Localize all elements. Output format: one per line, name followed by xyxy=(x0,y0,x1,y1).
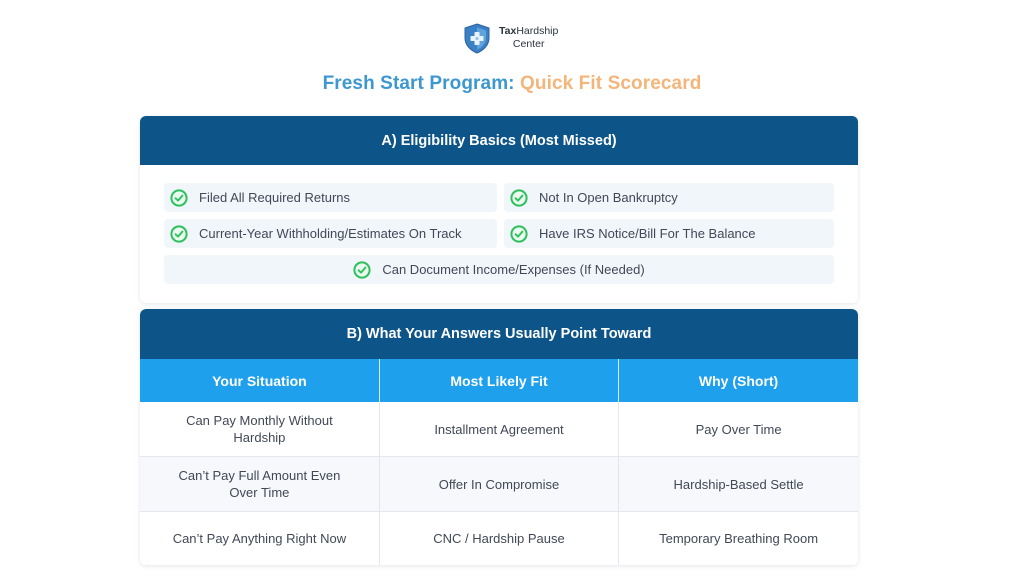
checklist-item-label: Current-Year Withholding/Estimates On Track xyxy=(199,226,462,241)
checklist-item-label: Have IRS Notice/Bill For The Balance xyxy=(539,226,756,241)
fit-table xyxy=(140,359,858,565)
table-cell: Can Pay Monthly Without Hardship xyxy=(140,402,379,457)
table-cell: Temporary Breathing Room xyxy=(619,512,858,566)
checklist-item-label: Filed All Required Returns xyxy=(199,190,351,205)
fit-card xyxy=(140,309,858,565)
checklist-item xyxy=(164,255,834,284)
brand-name: TaxHardship Center xyxy=(499,25,559,50)
table-row xyxy=(140,512,858,566)
table-header-row xyxy=(140,359,858,402)
checklist-item-label: Can Document Income/Expenses (If Needed) xyxy=(382,262,645,277)
table-cell: Can’t Pay Full Amount Even Over Time xyxy=(140,457,379,512)
page-title-part2: Quick Fit Scorecard xyxy=(520,73,702,94)
checklist-item xyxy=(164,219,497,248)
table-cell: CNC / Hardship Pause xyxy=(379,512,618,566)
column-header-situation: Your Situation xyxy=(140,359,379,402)
check-circle-icon xyxy=(510,189,528,207)
checklist-item xyxy=(504,183,834,212)
brand-name-line2: Center xyxy=(512,38,545,50)
table-cell: Installment Agreement xyxy=(379,402,618,457)
check-circle-icon xyxy=(170,225,188,243)
page-title-part1: Fresh Start Program: xyxy=(322,73,520,94)
fit-heading: B) What Your Answers Usually Point Toward xyxy=(140,309,858,359)
checklist-item xyxy=(164,183,497,212)
table-row xyxy=(140,402,858,457)
eligibility-card xyxy=(140,116,858,303)
column-header-why: Why (Short) xyxy=(619,359,858,402)
column-header-fit: Most Likely Fit xyxy=(379,359,618,402)
page-title xyxy=(0,73,1024,95)
shield-cross-icon xyxy=(463,23,491,54)
table-row xyxy=(140,457,858,512)
check-circle-icon xyxy=(510,225,528,243)
checklist-item-label: Not In Open Bankruptcy xyxy=(539,190,678,205)
table-cell: Pay Over Time xyxy=(619,402,858,457)
brand-logo xyxy=(463,22,558,54)
check-circle-icon xyxy=(353,261,371,279)
table-cell: Can’t Pay Anything Right Now xyxy=(140,512,379,566)
checklist-item xyxy=(504,219,834,248)
eligibility-checklist xyxy=(164,183,834,284)
table-cell: Hardship-Based Settle xyxy=(619,457,858,512)
check-circle-icon xyxy=(170,189,188,207)
eligibility-heading: A) Eligibility Basics (Most Missed) xyxy=(140,116,858,165)
table-cell: Offer In Compromise xyxy=(379,457,618,512)
